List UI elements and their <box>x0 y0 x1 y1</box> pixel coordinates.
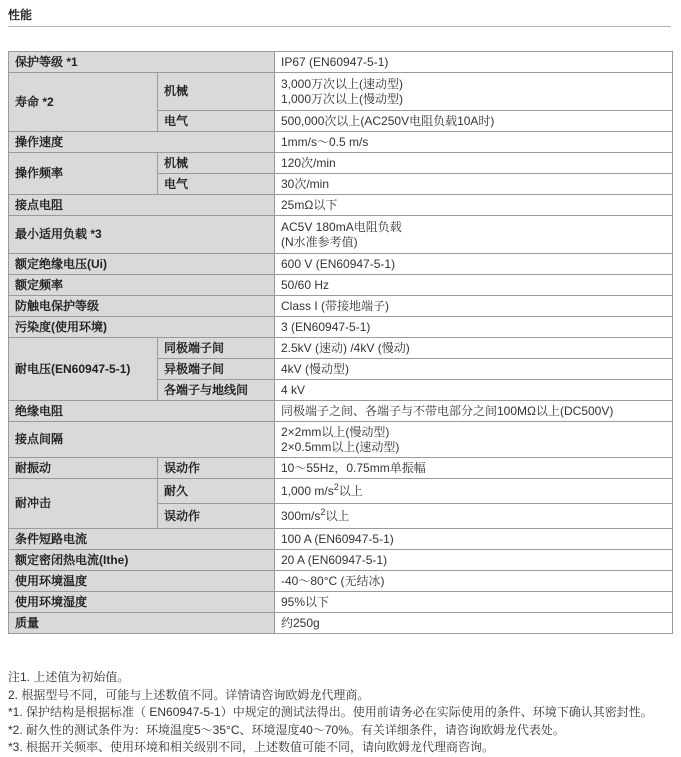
table-row <box>9 317 673 338</box>
sub-label: 电气 <box>158 174 275 195</box>
row-label: 寿命 *2 <box>9 73 158 132</box>
row-value <box>275 479 673 504</box>
value-line: 1,000万次以上(慢动型) <box>281 91 404 106</box>
row-value <box>275 216 673 254</box>
footnotes <box>8 669 676 757</box>
row-value: 同极端子之间、各端子与不带电部分之间100MΩ以上(DC500V) <box>275 401 673 422</box>
row-label: 防触电保护等级 <box>9 296 275 317</box>
row-value: 4 kV <box>275 380 673 401</box>
table-row <box>9 529 673 550</box>
row-label: 最小适用负载 *3 <box>9 216 275 254</box>
row-value: 1mm/s～0.5 m/s <box>275 132 673 153</box>
row-label: 质量 <box>9 613 275 634</box>
performance-table <box>8 51 673 634</box>
value-text: 1,000 m/s <box>281 483 334 498</box>
value-line: 2×0.5mm以上(速动型) <box>281 439 400 454</box>
table-row <box>9 571 673 592</box>
footnote: *3. 根据开关频率、使用环境和相关级别不同，上述数值可能不同，请向欧姆龙代理商咨询。 <box>8 740 495 754</box>
row-label: 耐冲击 <box>9 479 158 529</box>
table-row <box>9 153 673 174</box>
footnote: *2. 耐久性的测试条件为：环境温度5～35°C、环境湿度40～70%。有关详细条件，请咨询欧姆龙代表处。 <box>8 722 565 737</box>
sub-label: 误动作 <box>158 458 275 479</box>
row-value: 50/60 Hz <box>275 275 673 296</box>
sub-label: 机械 <box>158 73 275 111</box>
row-label: 接点电阻 <box>9 195 275 216</box>
row-value: 20 A (EN60947-5-1) <box>275 550 673 571</box>
row-label: 操作频率 <box>9 153 158 195</box>
row-value: 30次/min <box>275 174 673 195</box>
table-row <box>9 592 673 613</box>
value-text: 以上 <box>325 508 350 523</box>
table-row <box>9 479 673 504</box>
row-label: 保护等级 *1 <box>9 52 275 73</box>
sub-label: 耐久 <box>158 479 275 504</box>
sub-label: 电气 <box>158 111 275 132</box>
row-value: 95%以下 <box>275 592 673 613</box>
row-label: 操作速度 <box>9 132 275 153</box>
section-title: 性能 <box>8 8 33 22</box>
table-row <box>9 254 673 275</box>
row-value: 4kV (慢动型) <box>275 359 673 380</box>
row-value: 120次/min <box>275 153 673 174</box>
table-row <box>9 613 673 634</box>
row-value: 10～55Hz，0.75mm单振幅 <box>275 458 673 479</box>
row-value <box>275 73 673 111</box>
row-label: 接点间隔 <box>9 422 275 458</box>
table-row <box>9 401 673 422</box>
sub-label: 误动作 <box>158 504 275 529</box>
value-line: 3,000万次以上(速动型) <box>281 76 404 91</box>
row-value: IP67 (EN60947-5-1) <box>275 52 673 73</box>
row-label: 污染度(使用环境) <box>9 317 275 338</box>
sub-label: 机械 <box>158 153 275 174</box>
row-value: 500,000次以上(AC250V电阻负载10A时) <box>275 111 673 132</box>
row-value: 100 A (EN60947-5-1) <box>275 529 673 550</box>
footnote: 2. 根据型号不同，可能与上述数值不同。详情请咨询欧姆龙代理商。 <box>8 687 370 702</box>
footnote: 注1. 上述值为初始值。 <box>8 670 130 684</box>
value-line: 2×2mm以上(慢动型) <box>281 424 390 439</box>
table-row <box>9 550 673 571</box>
table-row <box>9 73 673 111</box>
sub-label: 各端子与地线间 <box>158 380 275 401</box>
row-label: 耐电压(EN60947-5-1) <box>9 338 158 401</box>
table-row <box>9 216 673 254</box>
value-exponent: 2 <box>320 506 326 517</box>
row-value: 约250g <box>275 613 673 634</box>
value-line: (N水准参考值) <box>281 234 358 249</box>
row-label: 额定频率 <box>9 275 275 296</box>
row-value: Class I (带接地端子) <box>275 296 673 317</box>
row-label: 额定密闭热电流(Ithe) <box>9 550 275 571</box>
row-value: 600 V (EN60947-5-1) <box>275 254 673 275</box>
row-value: 2.5kV (速动) /4kV (慢动) <box>275 338 673 359</box>
row-label: 额定绝缘电压(Ui) <box>9 254 275 275</box>
table-row <box>9 52 673 73</box>
value-text: 300m/s <box>281 508 321 523</box>
row-value: -40～80°C (无结冰) <box>275 571 673 592</box>
sub-label: 异极端子间 <box>158 359 275 380</box>
table-row <box>9 296 673 317</box>
table-row <box>9 338 673 359</box>
value-exponent: 2 <box>333 481 339 492</box>
row-label: 绝缘电阻 <box>9 401 275 422</box>
section-header <box>8 6 671 27</box>
table-row <box>9 422 673 458</box>
row-value: 3 (EN60947-5-1) <box>275 317 673 338</box>
row-label: 使用环境温度 <box>9 571 275 592</box>
sub-label: 同极端子间 <box>158 338 275 359</box>
value-text: 以上 <box>338 483 363 498</box>
value-line: AC5V 180mA电阻负载 <box>281 219 402 234</box>
row-value: 25mΩ以下 <box>275 195 673 216</box>
table-row <box>9 458 673 479</box>
row-label: 耐振动 <box>9 458 158 479</box>
row-label: 条件短路电流 <box>9 529 275 550</box>
table-row <box>9 195 673 216</box>
table-row <box>9 275 673 296</box>
row-value <box>275 422 673 458</box>
row-value <box>275 504 673 529</box>
footnote: *1. 保护结构是根据标准（ EN60947-5-1）中规定的测试法得出。使用前请务必在实际使用的条件、环境下确认其密封性。 <box>8 705 653 719</box>
row-label: 使用环境湿度 <box>9 592 275 613</box>
table-row <box>9 132 673 153</box>
